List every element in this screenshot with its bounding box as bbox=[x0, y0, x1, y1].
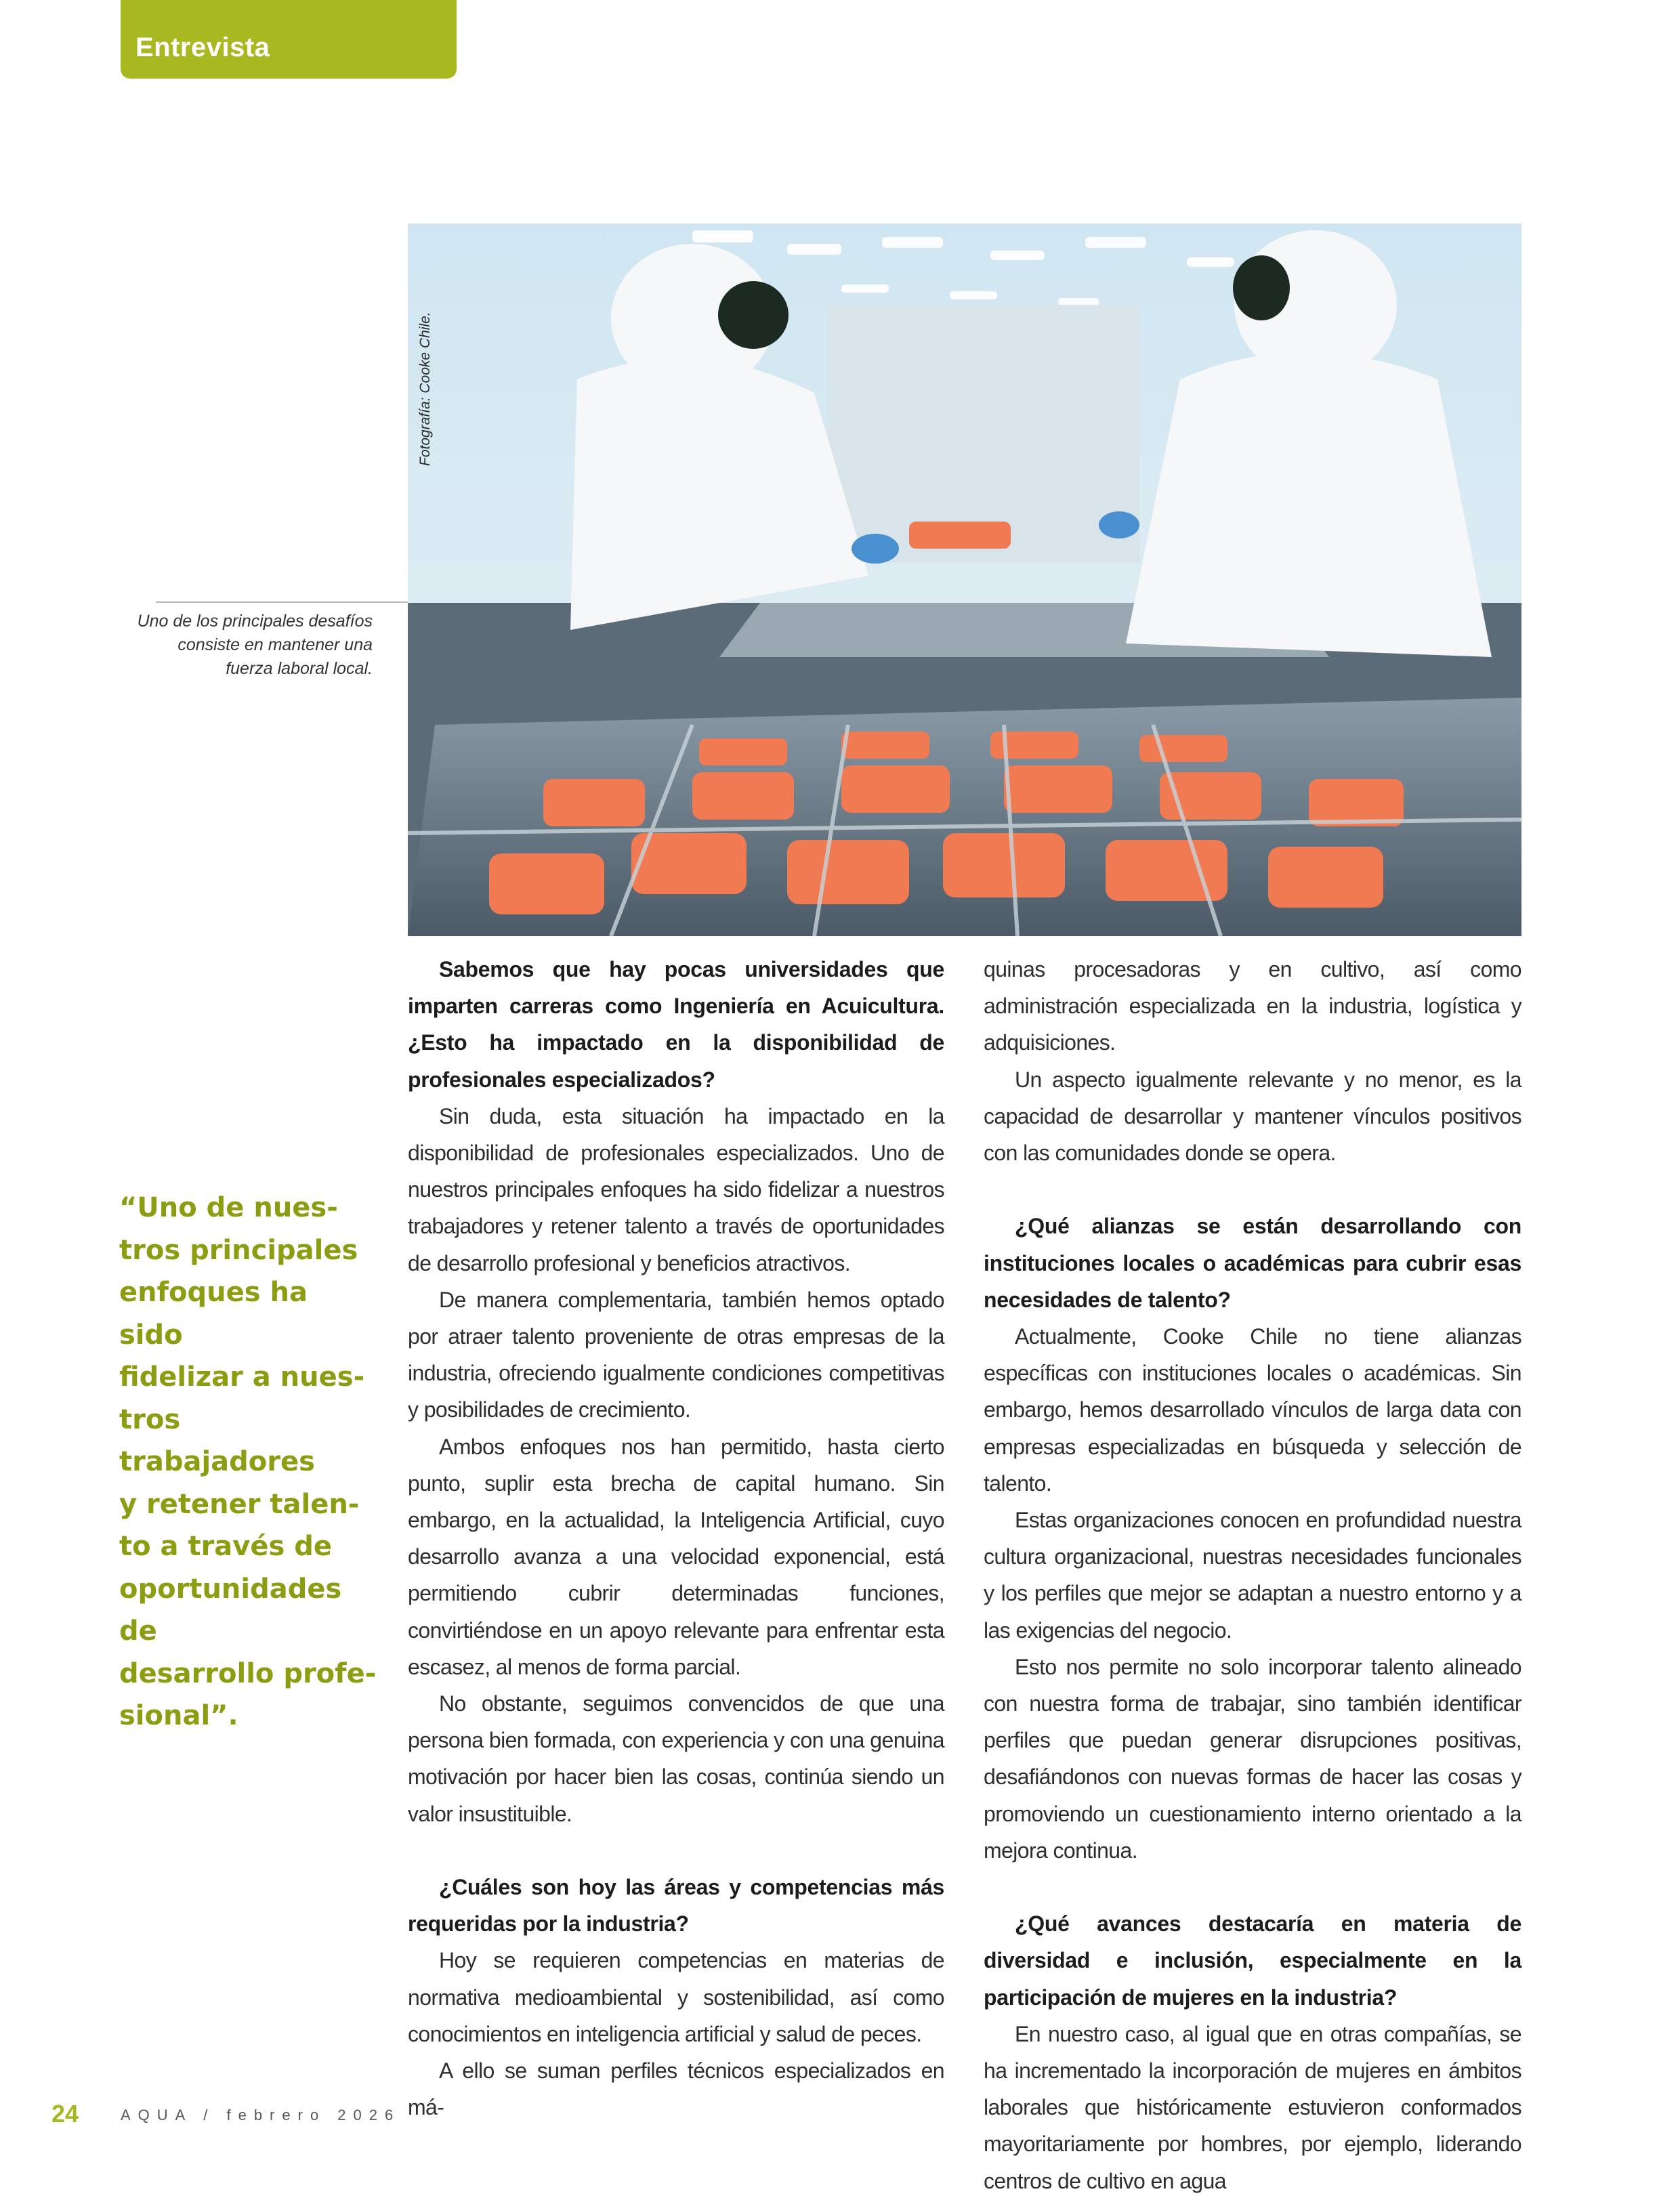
answer-paragraph: Un aspecto igualmente relevante y no menor, es la capacidad de desarrollar y mantener vínculos positivos con las comunidades donde se opera. bbox=[984, 1067, 1521, 1166]
answer-paragraph: A ello se suman perfiles técnicos especializados en má- bbox=[408, 2058, 944, 2120]
photo-credit bbox=[417, 263, 432, 466]
answer-paragraph: No obstante, seguimos convencidos de que una persona bien formada, con experiencia y con una genuina motivación por hacer bien las cosas, continúa siendo un valor insustituible. bbox=[408, 1691, 944, 1826]
photo-caption: Uno de los principales desafíos consiste en mantener una fuerza laboral local. bbox=[137, 612, 373, 678]
article-column-left bbox=[408, 951, 944, 2125]
answer-paragraph: Hoy se requieren competencias en materias de normativa medioambiental y sostenibilidad, así como conocimientos en inteligencia artificial y salud de peces. bbox=[408, 1948, 944, 2046]
pull-quote: “Uno de nues- tros principales enfoques ha sido fidelizar a nues- tros trabajadores y retener talen- to a través de oportunidades de desarrollo profe- sional”. bbox=[119, 1192, 377, 1731]
answer-paragraph: Ambos enfoques nos han permitido, hasta cierto punto, suplir esta brecha de capital humano. Sin embargo, en la actualidad, la Inteligencia Artificial, cuyo desarrollo avanza a una velocidad exponencial, está permitiendo cubrir determinadas funciones, convirtiéndose en un apoyo relevante para enfrentar esta escasez, al menos de forma parcial. bbox=[408, 1434, 944, 1679]
answer-paragraph: De manera complementaria, también hemos optado por atraer talento proveniente de otras empresas de la industria, ofreciendo igualmente condiciones competitivas y posibilidades de crecimiento. bbox=[408, 1287, 944, 1422]
salmon-processing-photo bbox=[408, 224, 1521, 936]
photo-illustration bbox=[408, 224, 1521, 936]
section-tab bbox=[121, 0, 457, 79]
question-2: ¿Cuáles son hoy las áreas y competencias más requeridas por la industria? bbox=[408, 1875, 944, 1937]
article-column-right bbox=[984, 951, 1521, 2199]
answer-paragraph-continued: quinas procesadoras y en cultivo, así como administración especializada en la industria, logística y adquisiciones. bbox=[984, 957, 1521, 1055]
answer-paragraph: Actualmente, Cooke Chile no tiene alianzas específicas con instituciones locales o académicas. Sin embargo, hemos desarrollado vínculos de larga data con empresas especializadas en búsqueda y selección de talento. bbox=[984, 1324, 1521, 1496]
question-4: ¿Qué avances destacaría en materia de diversidad e inclusión, especialmente en la participación de mujeres en la industria? bbox=[984, 1911, 1521, 2010]
question-3: ¿Qué alianzas se están desarrollando con instituciones locales o académicas para cubrir esas necesidades de talento? bbox=[984, 1214, 1521, 1312]
section-label: Entrevista bbox=[135, 33, 270, 62]
answer-paragraph: En nuestro caso, al igual que en otras compañías, se ha incrementado la incorporación de mujeres en ámbitos laborales que históricamente estuvieron conformados mayoritariamente por hombres, por ejemplo, liderando centros de cultivo en agua bbox=[984, 2021, 1521, 2193]
photo-credit-text: Fotografía: Cooke Chile. bbox=[417, 312, 433, 466]
answer-paragraph: Esto nos permite no solo incorporar talento alineado con nuestra forma de trabajar, sino también identificar perfiles que puedan generar disrupciones positivas, desafiándonos con nuevas formas de hacer las cosas y promoviendo un cuestionamiento interno orientado a la mejora continua. bbox=[984, 1654, 1521, 1863]
page-number: 24 bbox=[51, 2100, 79, 2128]
magazine-issue: AQUA / febrero 2026 bbox=[121, 2107, 401, 2123]
caption-divider bbox=[156, 601, 408, 603]
answer-paragraph: Sin duda, esta situación ha impactado en la disponibilidad de profesionales especializados. Uno de nuestros principales enfoques ha sido fidelizar a nuestros trabajadores y retener talento a través de oportunidades de desarrollo profesional y beneficios atractivos. bbox=[408, 1103, 944, 1275]
question-1: Sabemos que hay pocas universidades que imparten carreras como Ingeniería en Acuicultura. ¿Esto ha impactado en la disponibilidad de profesionales especializados? bbox=[408, 957, 944, 1092]
answer-paragraph: Estas organizaciones conocen en profundidad nuestra cultura organizacional, nuestras necesidades funcionales y los perfiles que mejor se adaptan a nuestro entorno y a las exigencias del negocio. bbox=[984, 1508, 1521, 1643]
